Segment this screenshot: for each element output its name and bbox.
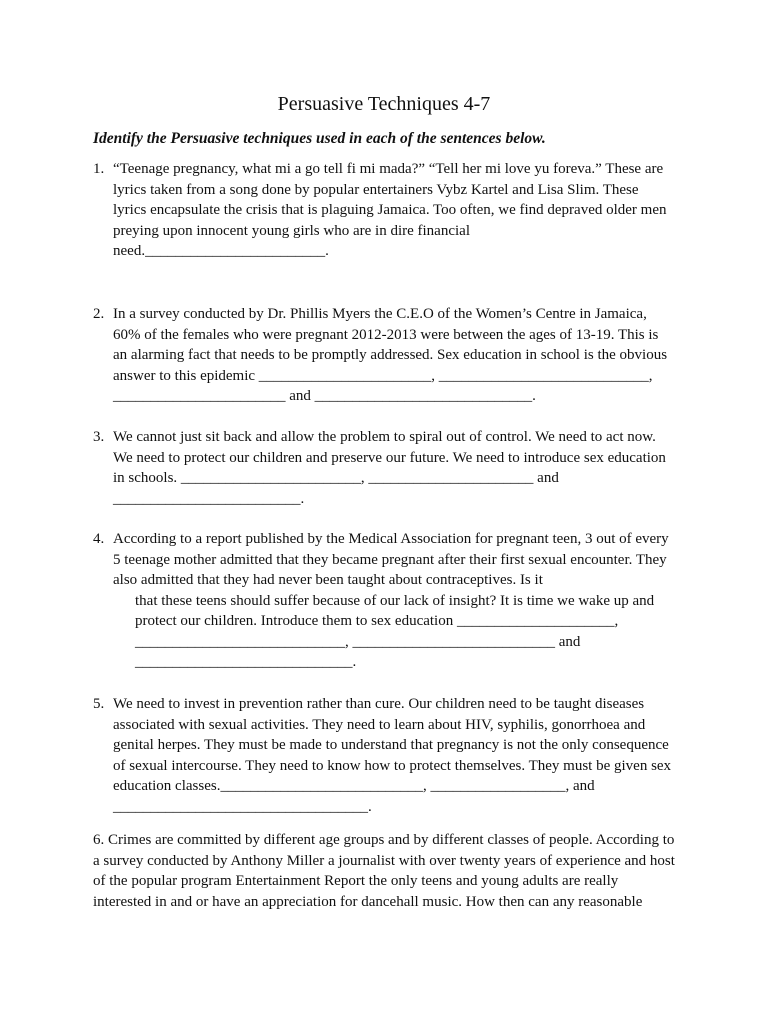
item-body: [113, 304, 667, 407]
item-line: According to a report published by the Medical Association for pregnant teen, 3 out of every: [113, 531, 669, 547]
item-body: [113, 159, 667, 262]
item-body: [113, 529, 669, 673]
item-line: 6. Crimes are committed by different age groups and by different classes of people. According to: [93, 832, 675, 848]
item-number: 4.: [93, 531, 105, 547]
item-line: need.________________________.: [113, 243, 329, 259]
item-line: _________________________.: [113, 490, 305, 507]
item-line: of the popular program Entertainment Report the only teens and young adults are really: [93, 873, 619, 889]
item-line: of sexual intercourse. They need to know how to protect themselves. They must be given sex: [113, 757, 672, 774]
item-line: lyrics encapsulate the crisis that is plaguing Jamaica. Too often, we find depraved older men: [113, 202, 667, 218]
page-title: Persuasive Techniques 4-7: [277, 93, 491, 115]
item-line: associated with sexual activities. They need to learn about HIV, syphilis, gonorrhoea and: [113, 716, 646, 733]
item-body: [113, 694, 671, 817]
item-line: in schools. ________________________, ______________________ and: [113, 470, 559, 486]
item-number: 1.: [93, 161, 105, 177]
item-line: We need to protect our children and preserve our future. We need to introduce sex education: [113, 449, 666, 466]
item-number: 3.: [93, 429, 105, 445]
item-line: also admitted that they had never been taught about contraceptives. Is it: [113, 572, 543, 588]
item-line: protect our children. Introduce them to sex education _____________________,: [135, 613, 619, 629]
item-line: _____________________________.: [135, 654, 357, 670]
item-number: 5.: [93, 696, 105, 712]
item-line: that these teens should suffer because of our lack of insight? It is time we wake up and: [135, 592, 655, 609]
item-line: In a survey conducted by Dr. Phillis Myers the C.E.O of the Women’s Centre in Jamaica,: [113, 306, 647, 322]
item-line: preying upon innocent young girls who are in dire financial: [113, 222, 470, 239]
item-body: [113, 427, 666, 509]
item-line: __________________________________.: [113, 798, 372, 815]
item-line: _______________________ and _____________________________.: [113, 388, 536, 404]
item-line: 60% of the females who were pregnant 2012-2013 were between the ages of 13-19. This is: [113, 326, 659, 343]
item-line: We need to invest in prevention rather than cure. Our children need to be taught diseases: [113, 696, 645, 712]
item-line: a survey conducted by Anthony Miller a journalist with over twenty years of experience and host: [93, 852, 675, 869]
item-line: 5 teenage mother admitted that they became pregnant after their first sexual encounter. They: [113, 551, 667, 568]
item-line: interested in and or have an appreciation for dancehall music. How then can any reasonable: [93, 893, 643, 910]
item-line: answer to this epidemic _______________________, ____________________________,: [113, 367, 653, 384]
item-number: 2.: [93, 306, 105, 322]
instruction-text: Identify the Persuasive techniques used in each of the sentences below.: [93, 130, 546, 147]
item-line: “Teenage pregnancy, what mi a go tell fi mi mada?” “Tell her mi love yu foreva.” These are: [113, 161, 664, 177]
item-line: ____________________________, ___________________________ and: [135, 633, 581, 650]
item-line: genital herpes. They must be made to understand that pregnancy is not the only consequence: [113, 737, 669, 753]
item-line: education classes.___________________________, __________________, and: [113, 778, 595, 794]
item-line: an alarming fact that needs to be promptly addressed. Sex education in school is the obvious: [113, 347, 668, 363]
item-line: We cannot just sit back and allow the problem to spiral out of control. We need to act now.: [113, 429, 656, 445]
list-item-6: [93, 830, 675, 912]
item-line: lyrics taken from a song done by popular entertainers Vybz Kartel and Lisa Slim. These: [113, 181, 639, 198]
